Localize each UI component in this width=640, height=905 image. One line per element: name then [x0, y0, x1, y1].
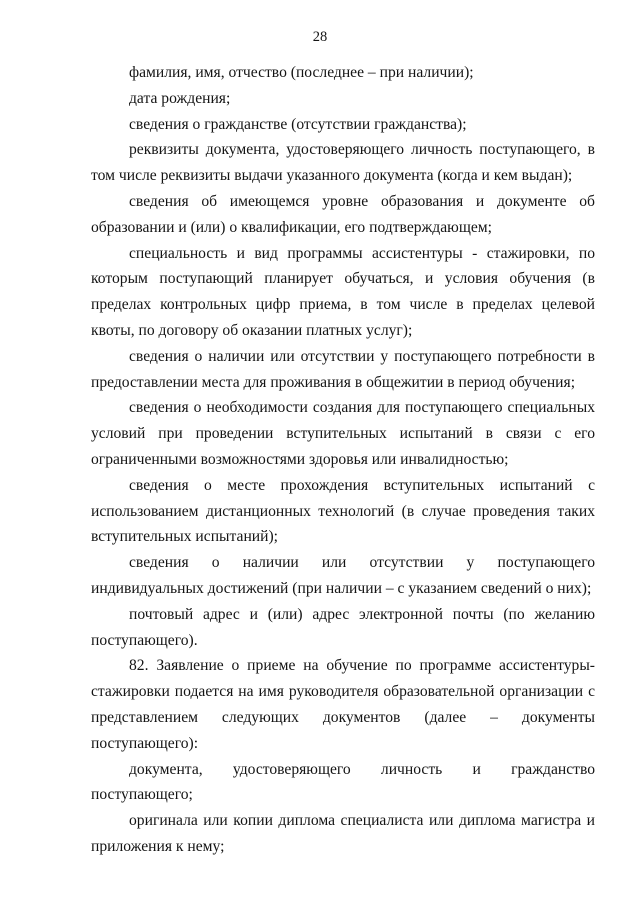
paragraph-address: почтовый адрес и (или) адрес электронной почты (по желанию поступающего). — [91, 605, 595, 649]
paragraph-dormitory: сведения о наличии или отсутствии у поступающего потребности в предоставлении места для проживания в общежитии в период обучения; — [91, 347, 595, 391]
paragraph-diploma: оригинала или копии диплома специалиста или диплома магистра и приложения к нему; — [91, 812, 595, 855]
paragraph-identity-citizenship-document: документа, удостоверяющего личность и гражданство поступающего; — [91, 760, 595, 804]
paragraph-full-name: фамилия, имя, отчество (последнее – при наличии); — [129, 64, 474, 81]
paragraph-special-conditions: сведения о необходимости создания для поступающего специальных условий при проведении вступительных испытаний в связи с его ограниченными возможностями здоровья или инвалидностью; — [91, 399, 595, 468]
paragraph-identity-document: реквизиты документа, удостоверяющего личность поступающего, в том числе реквизиты выдачи указанного документа (когда и кем выдан); — [91, 141, 595, 185]
paragraph-education-level: сведения об имеющемся уровне образования и документе об образовании и (или) о квалификации, его подтверждающем; — [91, 192, 595, 236]
paragraph-item-82: 82. Заявление о приеме на обучение по программе ассистентуры-стажировки подается на имя руководителя образовательной организации с представлением следующих документов (далее – документы поступающего): — [91, 657, 595, 752]
paragraph-specialty: специальность и вид программы ассистентуры - стажировки, по которым поступающий планирует обучаться, и условия обучения (в пределах контрольных цифр приема, в том числе в пределах целевой квоты, по договору об оказании платных услуг); — [91, 244, 595, 339]
paragraph-achievements: сведения о наличии или отсутствии у поступающего индивидуальных достижений (при наличии – с указанием сведений о них); — [91, 554, 595, 597]
paragraph-exam-location: сведения о месте прохождения вступительных испытаний с использованием дистанционных технологий (в случае проведения таких вступительных испытаний); — [91, 476, 595, 546]
document-body — [91, 60, 595, 860]
paragraph-birth-date: дата рождения; — [129, 89, 231, 107]
page-number: 28 — [312, 29, 328, 45]
paragraph-citizenship: сведения о гражданстве (отсутствии гражданства); — [129, 115, 467, 133]
